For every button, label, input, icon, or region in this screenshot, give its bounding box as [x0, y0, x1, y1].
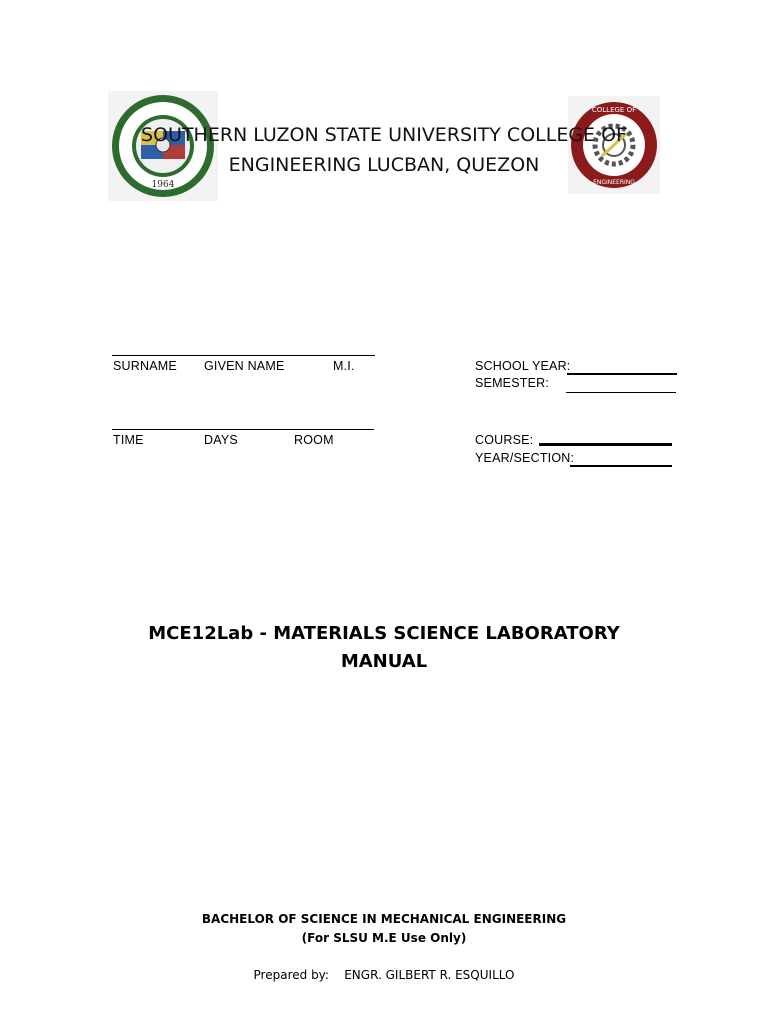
name-underline	[112, 355, 375, 356]
semester-blank	[566, 392, 676, 393]
course-blank	[539, 443, 672, 446]
school-year-blank	[567, 373, 677, 375]
room-label: ROOM	[294, 433, 334, 447]
year-section-label: YEAR/SECTION:	[475, 451, 575, 465]
school-year-label: SCHOOL YEAR:	[475, 359, 571, 373]
semester-label: SEMESTER:	[475, 376, 550, 390]
prepared-by-label: Prepared by:	[253, 968, 329, 982]
surname-label: SURNAME	[113, 359, 177, 373]
university-title-line2: ENGINEERING LUCBAN, QUEZON	[228, 154, 540, 176]
year-section-blank	[570, 465, 672, 467]
seal-text-top: COLLEGE OF	[591, 106, 637, 114]
manual-title-line2: MANUAL	[340, 651, 428, 672]
course-label: COURSE:	[475, 433, 534, 447]
prepared-by	[0, 968, 768, 982]
time-label: TIME	[113, 433, 144, 447]
manual-title-line1: MCE12Lab - MATERIALS SCIENCE LABORATORY	[148, 623, 620, 644]
mi-label: M.I.	[333, 359, 355, 373]
seal-year: 1964	[151, 180, 175, 190]
usage-note: (For SLSU M.E Use Only)	[301, 931, 467, 945]
schedule-underline	[112, 429, 374, 430]
slsu-seal-logo	[108, 91, 218, 201]
university-title-line1: SOUTHERN LUZON STATE UNIVERSITY COLLEGE OF	[141, 124, 627, 146]
prepared-by-name: ENGR. GILBERT R. ESQUILLO	[344, 968, 515, 982]
program-name: BACHELOR OF SCIENCE IN MECHANICAL ENGINEERING	[201, 912, 567, 926]
days-label: DAYS	[204, 433, 238, 447]
seal-text-bottom: ENGINEERING	[593, 179, 635, 186]
given-name-label: GIVEN NAME	[204, 359, 285, 373]
